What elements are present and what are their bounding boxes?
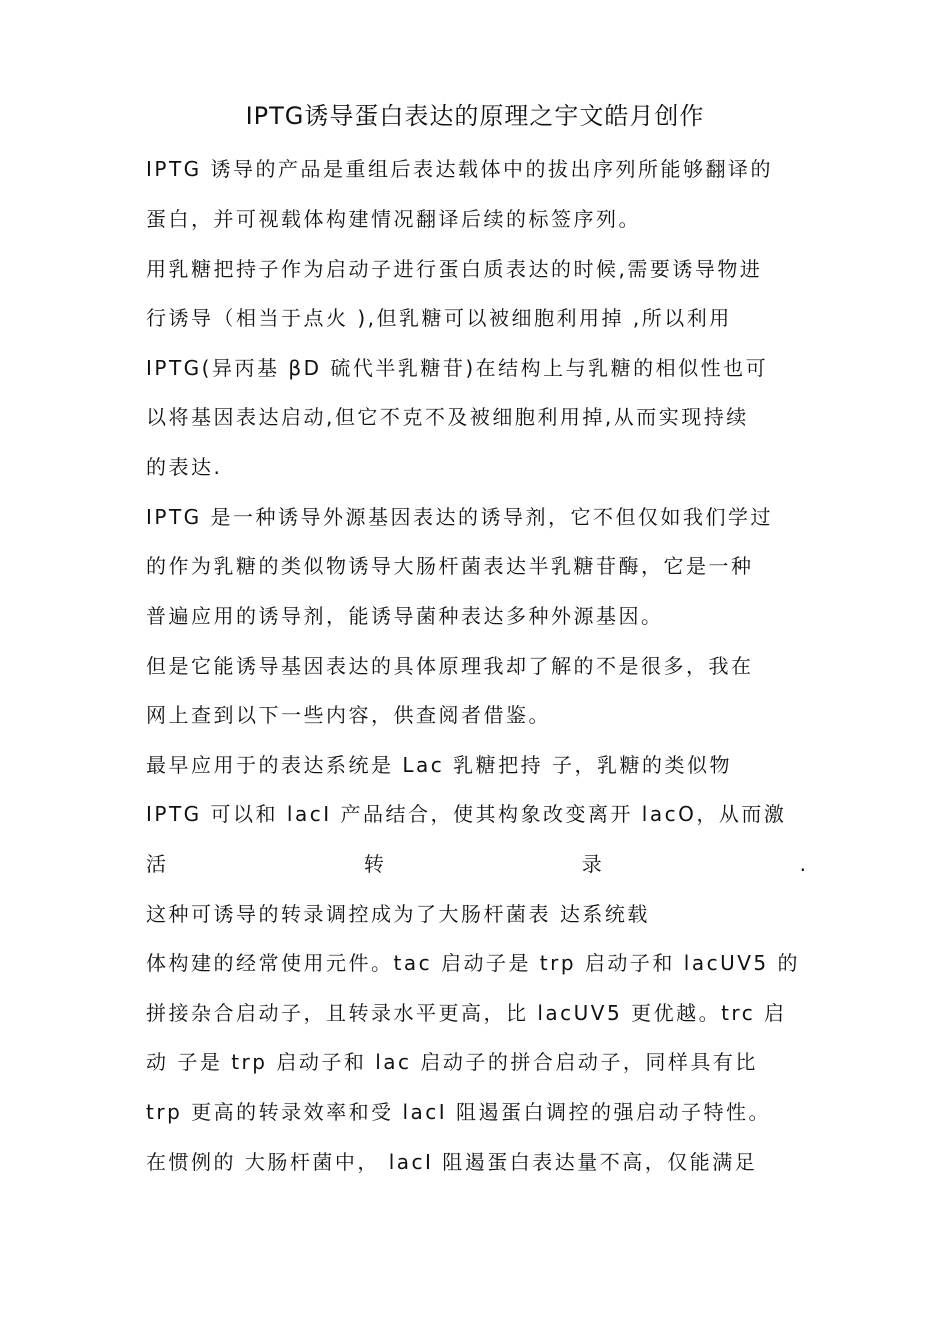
document-title: IPTG诱导蛋白表达的原理之宇文皓月创作 xyxy=(245,102,705,130)
text-line: 行诱导（相当于点火 ),但乳糖可以被细胞利用掉 ,所以利用 xyxy=(146,306,732,330)
text-line: 的表达. xyxy=(146,455,223,479)
text-line: 最早应用于的表达系统是 Lac 乳糖把持 子，乳糖的类似物 xyxy=(146,753,732,777)
text-line: trp 更高的转录效率和受 lacI 阻遏蛋白调控的强启动子特性。 xyxy=(146,1100,772,1124)
text-line: 但是它能诱导基因表达的具体原理我却了解的不是很多，我在 xyxy=(146,654,754,678)
text-line: IPTG(异丙基 βD 硫代半乳糖苷)在结构上与乳糖的相似性也可 xyxy=(146,356,769,380)
text-line: IPTG 可以和 lacI 产品结合，使其构象改变离开 lacO，从而激 xyxy=(146,802,787,826)
justified-text-line xyxy=(146,847,806,881)
text-line: 用乳糖把持子作为启动子进行蛋白质表达的时候,需要诱导物进 xyxy=(146,257,763,281)
text-line: IPTG 是一种诱导外源基因表达的诱导剂，它不但仅如我们学过 xyxy=(146,505,774,529)
text-line: 体构建的经常使用元件。tac 启动子是 trp 启动子和 lacUV5 的 xyxy=(146,951,800,975)
text-word: 录 xyxy=(581,852,602,876)
text-line: 网上查到以下一些内容，供查阅者借鉴。 xyxy=(146,703,551,727)
text-line: 在惯例的 大肠杆菌中， lacI 阻遏蛋白表达量不高，仅能满足 xyxy=(146,1150,758,1174)
text-line: 这种可诱导的转录调控成为了大肠杆菌表 达系统载 xyxy=(146,902,650,926)
text-line: 动 子是 trp 启动子和 lac 启动子的拼合启动子，同样具有比 xyxy=(146,1050,758,1074)
text-line: 蛋白，并可视载体构建情况翻译后续的标签序列。 xyxy=(146,207,641,231)
text-line: 的作为乳糖的类似物诱导大肠杆菌表达半乳糖苷酶，它是一种 xyxy=(146,554,754,578)
text-line: IPTG 诱导的产品是重组后表达载体中的拔出序列所能够翻译的 xyxy=(146,157,774,181)
text-line: 以将基因表达启动,但它不克不及被细胞利用掉,从而实现持续 xyxy=(146,405,749,429)
text-line: 拼接杂合启动子，且转录水平更高，比 lacUV5 更优越。trc 启 xyxy=(146,1001,787,1025)
text-word: 转 xyxy=(363,852,384,876)
text-word: . xyxy=(799,852,806,876)
text-line: 普遍应用的诱导剂，能诱导菌种表达多种外源基因。 xyxy=(146,604,664,628)
text-word: 活 xyxy=(146,852,166,876)
